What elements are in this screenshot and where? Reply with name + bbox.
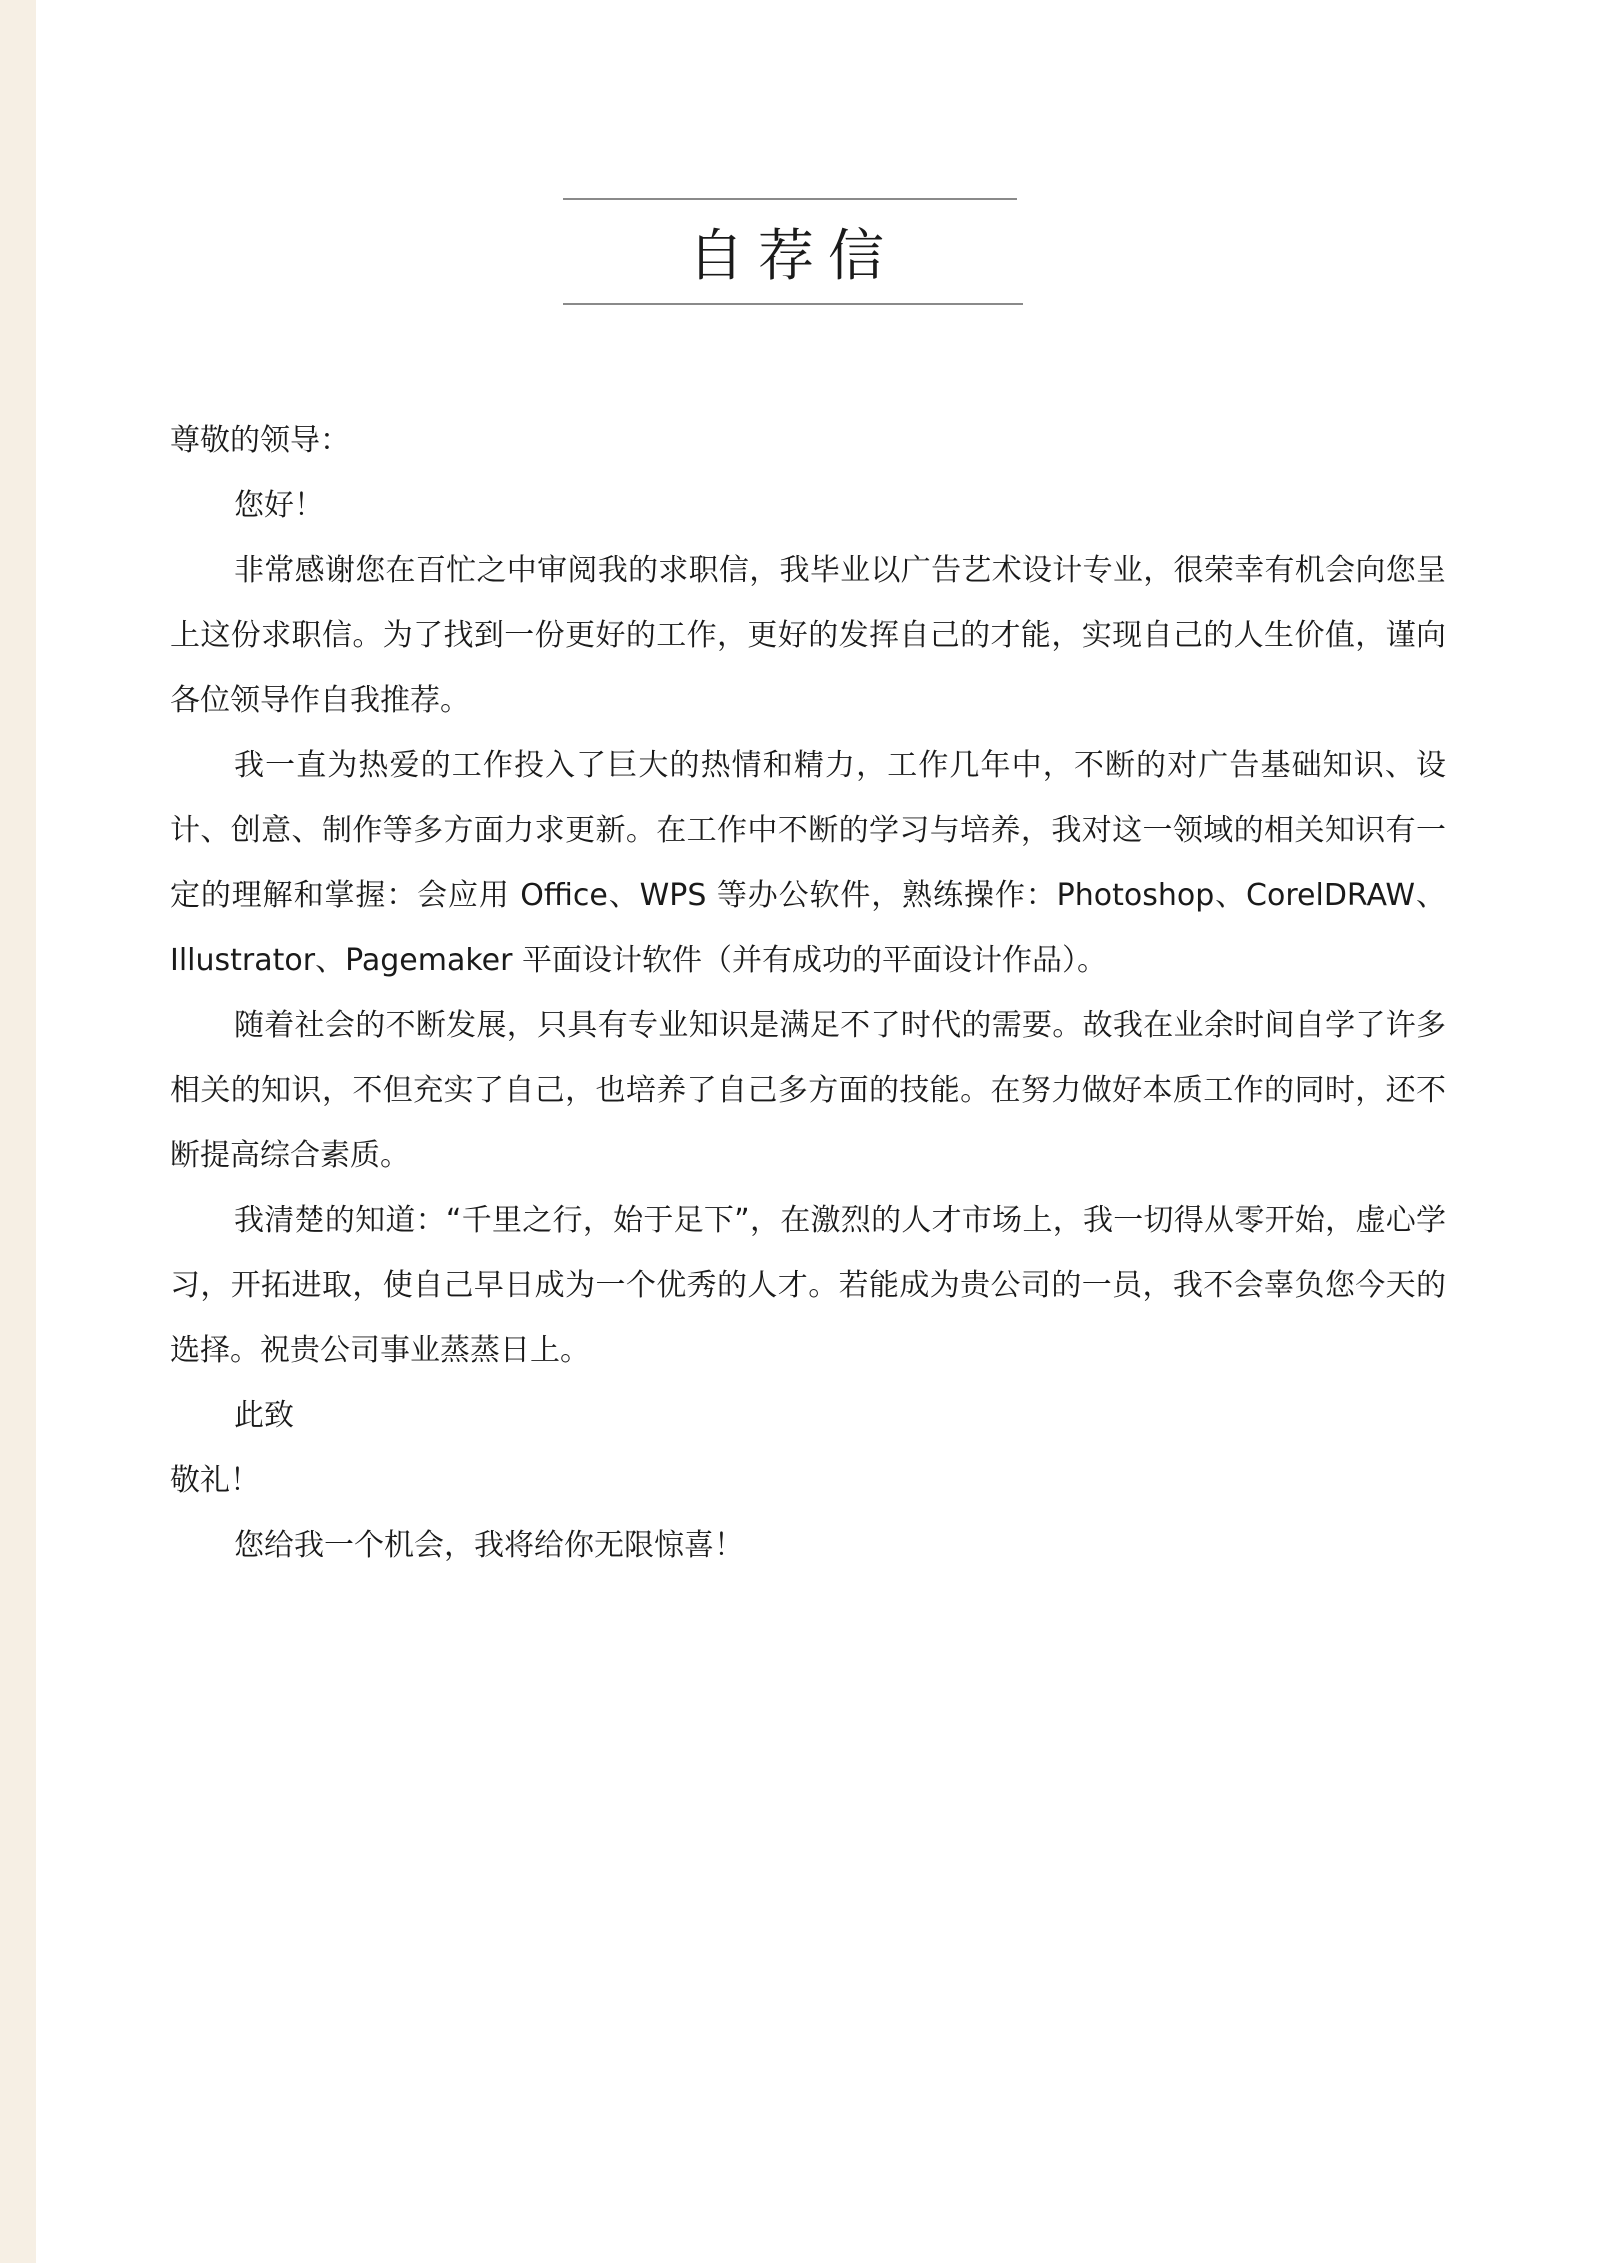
- paragraph-intro: 非常感谢您在百忙之中审阅我的求职信，我毕业以广告艺术设计专业，很荣幸有机会向您呈上这份求职信。为了找到一份更好的工作，更好的发挥自己的才能，实现自己的人生价值，谨向各位领导作自我推荐。: [170, 553, 1446, 718]
- page-side-strip: [0, 0, 36, 2263]
- paragraph-learning: 随着社会的不断发展，只具有专业知识是满足不了时代的需要。故我在业余时间自学了许多相关的知识，不但充实了自己，也培养了自己多方面的技能。在努力做好本质工作的同时，还不断提高综合素质。: [170, 1008, 1446, 1173]
- paragraph-skills: 我一直为热爱的工作投入了巨大的热情和精力，工作几年中，不断的对广告基础知识、设计、创意、制作等多方面力求更新。在工作中不断的学习与培养，我对这一领域的相关知识有一定的理解和掌握：会应用 Office、WPS 等办公软件，熟练操作：Photoshop、CorelDRAW、Illustrator、Pagemaker 平面设计软件（并有成功的平面设计作品）。: [170, 748, 1446, 978]
- letter-body: [170, 408, 1446, 1578]
- title-rule-bottom: [563, 303, 1023, 305]
- title-rule-top: [563, 198, 1017, 200]
- closing-line-1: 此致: [234, 1398, 294, 1433]
- document-title: 自荐信: [688, 224, 898, 289]
- postscript: 您给我一个机会，我将给你无限惊喜！: [234, 1528, 744, 1563]
- greeting: 您好！: [234, 488, 324, 523]
- paragraph-closing: 我清楚的知道：“千里之行，始于足下”，在激烈的人才市场上，我一切得从零开始，虚心学习，开拓进取，使自己早日成为一个优秀的人才。若能成为贵公司的一员，我不会辜负您今天的选择。祝贵公司事业蒸蒸日上。: [170, 1203, 1446, 1368]
- salutation: 尊敬的领导：: [170, 423, 350, 458]
- closing-line-2: 敬礼！: [170, 1463, 260, 1498]
